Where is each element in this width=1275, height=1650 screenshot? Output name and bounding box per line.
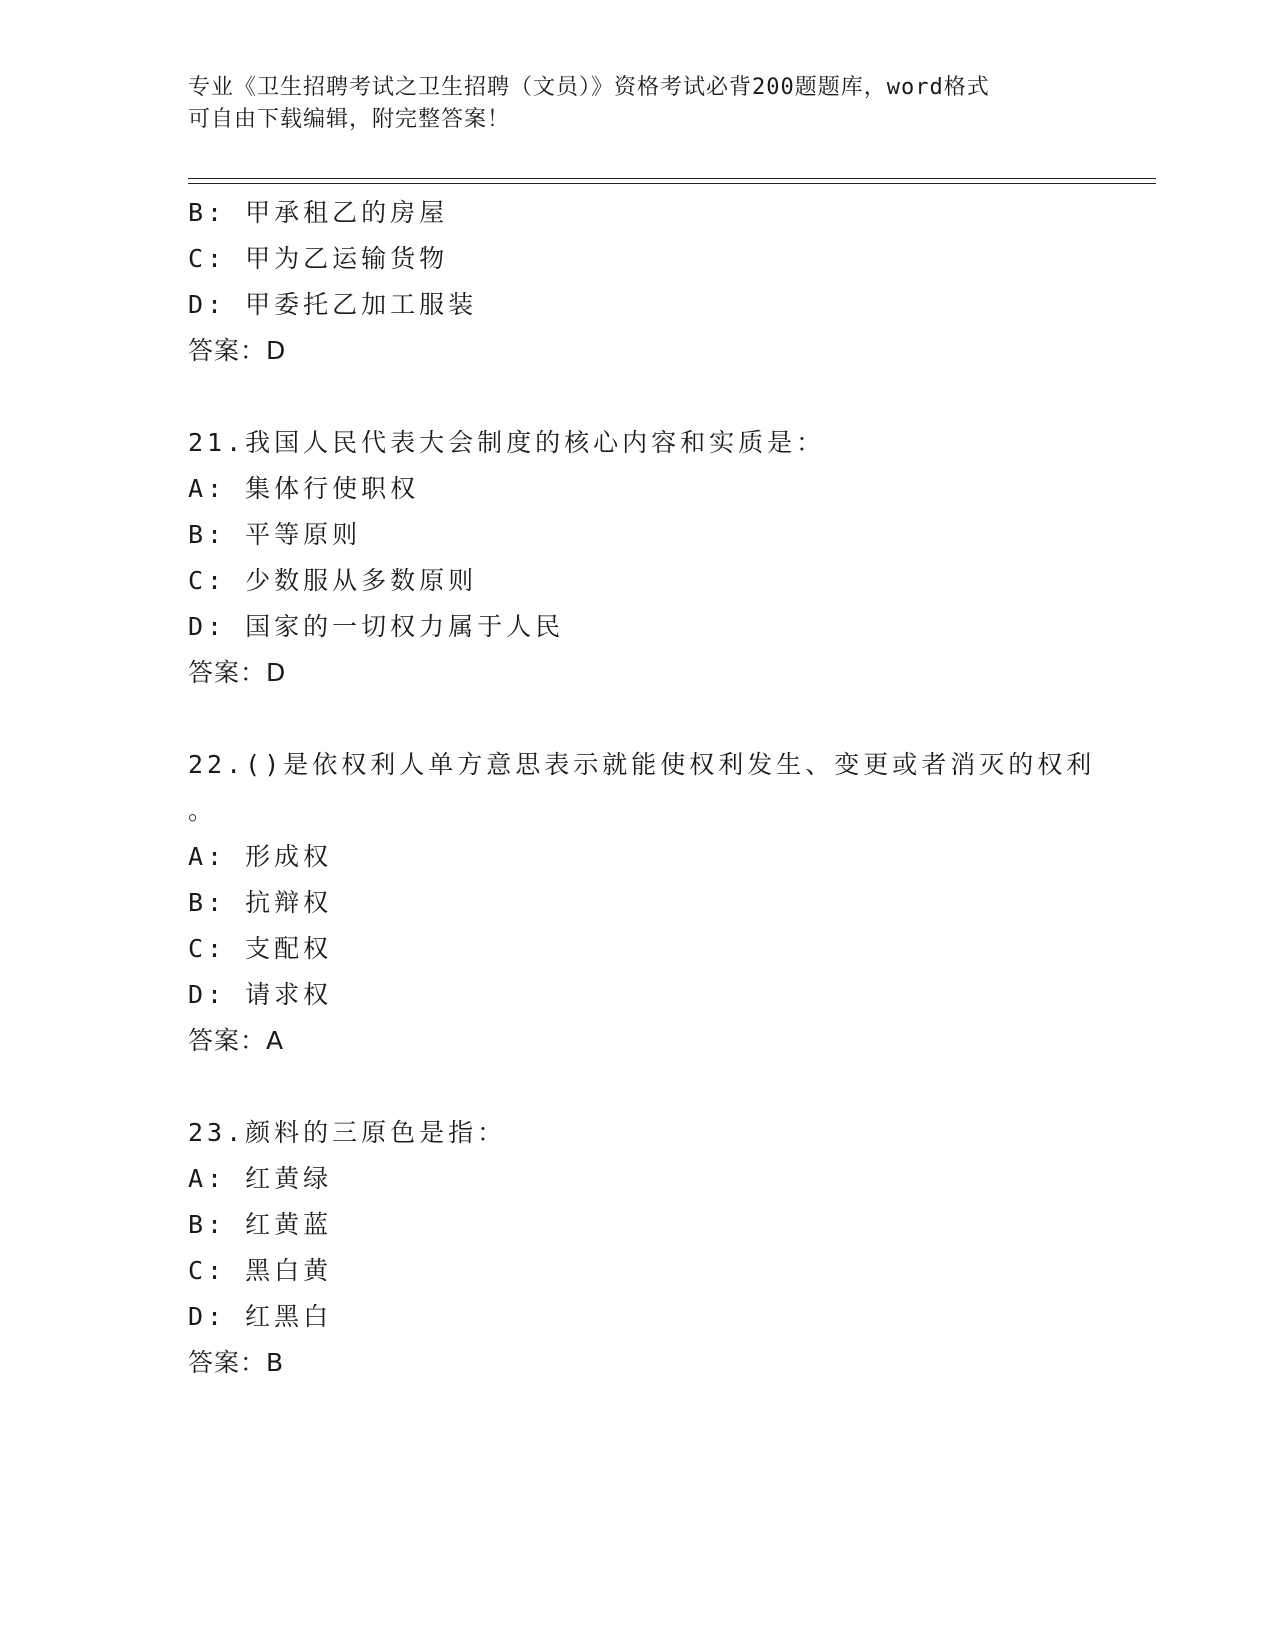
question-22 [188,742,1096,1064]
answer-line: 答案：B [188,1348,285,1377]
option-b: B: 红黄蓝 [188,1210,333,1239]
option-c: C: 甲为乙运输货物 [188,244,449,273]
answer-line: 答案：D [188,336,287,365]
option-d: D: 请求权 [188,980,333,1009]
document-body [188,190,1096,1386]
question-23 [188,1110,1088,1386]
header-divider-bottom [188,183,1156,184]
option-b: B: 抗辩权 [188,888,333,917]
option-c: C: 支配权 [188,934,333,963]
option-a: A: 红黄绿 [188,1164,333,1193]
option-a: A: 集体行使职权 [188,474,420,503]
option-d: D: 甲委托乙加工服装 [188,290,478,319]
header-line-1: 专业《卫生招聘考试之卫生招聘（文员）》资格考试必背200题题库，word格式 [188,75,990,100]
question-title: 22.()是依权利人单方意思表示就能使权利发生、变更或者消灭的权利 [188,750,1096,779]
option-b: B: 平等原则 [188,520,362,549]
answer-line: 答案：D [188,658,287,687]
answer-line: 答案：A [188,1026,285,1055]
header-divider-top [188,178,1156,179]
option-d: D: 国家的一切权力属于人民 [188,612,565,641]
previous-question-block [188,190,1088,374]
question-title: 23.颜料的三原色是指： [188,1118,507,1147]
question-title: 21.我国人民代表大会制度的核心内容和实质是： [188,428,826,457]
header-line-2: 可自由下载编辑，附完整答案！ [188,107,511,132]
option-d: D: 红黑白 [188,1302,333,1331]
document-header [188,72,1088,136]
option-a: A: 形成权 [188,842,333,871]
option-b: B: 甲承租乙的房屋 [188,198,449,227]
question-title-continuation: 。 [188,796,218,825]
question-21 [188,420,1088,696]
option-c: C: 黑白黄 [188,1256,333,1285]
option-c: C: 少数服从多数原则 [188,566,478,595]
